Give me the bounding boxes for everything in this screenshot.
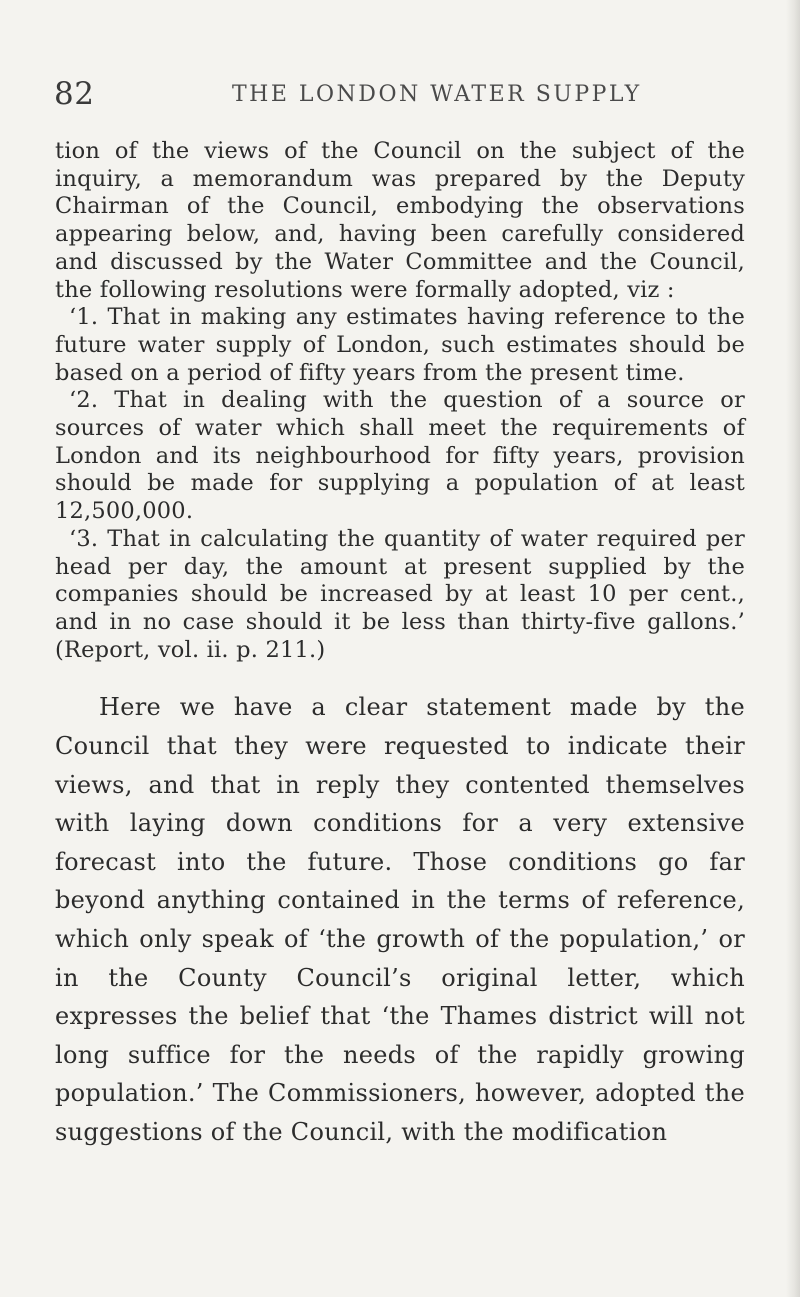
- page-edge-shadow: [786, 0, 800, 1297]
- intro-paragraph: tion of the views of the Council on the subject of the inquiry, a memorandum was prepared by the Deputy Chairman of the Council, embodying the observations appearing below, and, having been carefully considered and discussed by the Water Committee and the Council, the following resolutions were formally adopted, viz :: [55, 138, 745, 303]
- running-head: THE LONDON WATER SUPPLY: [232, 82, 642, 107]
- resolution-3: ‘3. That in calculating the quantity of water required per head per day, the amount at present supplied by the companies should be increased by at least 10 per cent., and in no case should it be less than thirty-five gallons.’ (Report, vol. ii. p. 211.): [55, 525, 745, 663]
- body-text: [55, 138, 745, 1151]
- commentary-paragraph: Here we have a clear statement made by the Council that they were requested to indicate their views, and that in reply they contented themselves with laying down conditions for a very extensive forecast into the future. Those conditions go far beyond anything contained in the terms of reference, which only speak of ‘the growth of the population,’ or in the County Council’s original letter, which expresses the belief that ‘the Thames district will not long suffice for the needs of the rapidly growing population.’ The Commissioners, however, adopted the suggestions of the Council, with the modification: [55, 693, 745, 1146]
- resolution-2: ‘2. That in dealing with the question of a source or sources of water which shall meet the requirements of London and its neighbourhood for fifty years, provision should be made for supplying a population of at least 12,500,000.: [55, 387, 745, 525]
- resolution-1: ‘1. That in making any estimates having reference to the future water supply of London, such estimates should be based on a period of fifty years from the present time.: [55, 304, 745, 386]
- page-number: 82: [54, 76, 95, 112]
- page-header: [52, 68, 752, 118]
